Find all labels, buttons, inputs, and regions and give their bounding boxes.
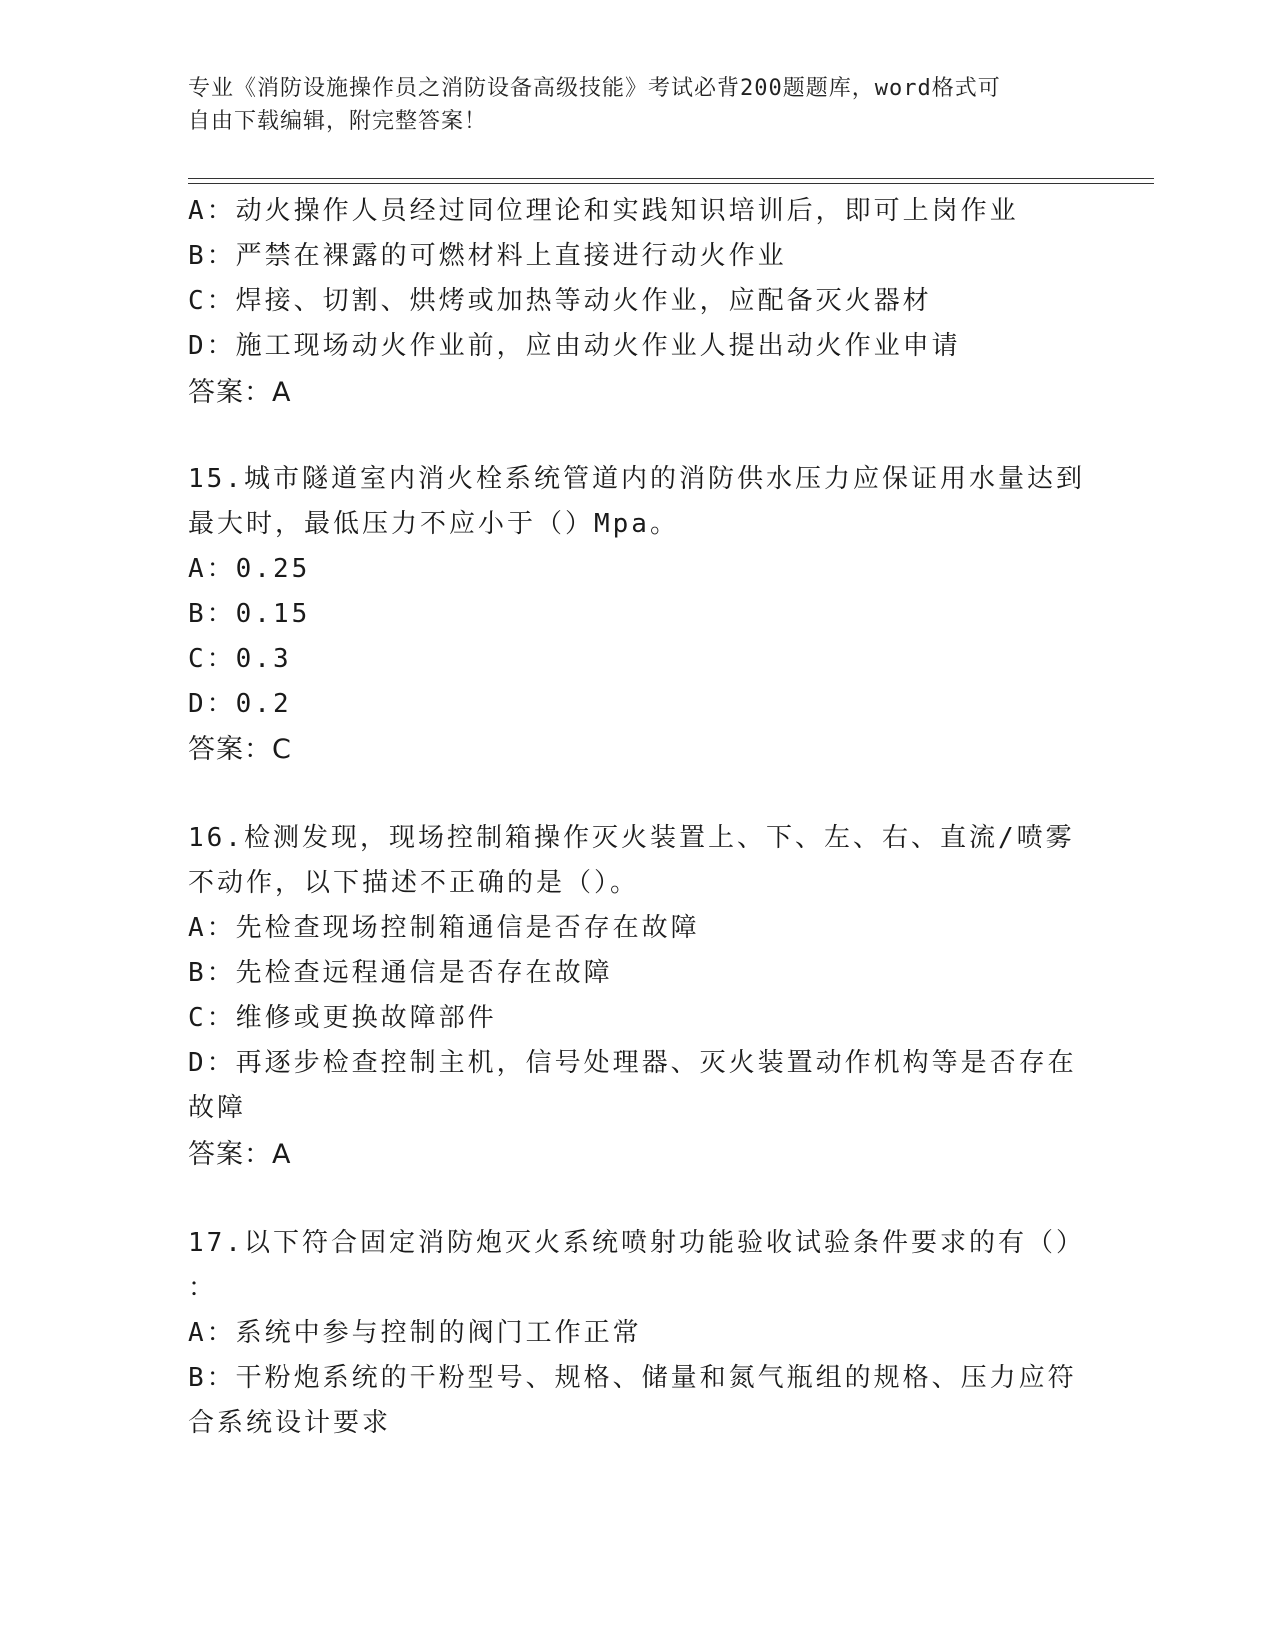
q14-option-a: A：动火操作人员经过同位理论和实践知识培训后，即可上岗作业 <box>188 196 1019 226</box>
q17-option-b-line-1: B：干粉炮系统的干粉型号、规格、储量和氮气瓶组的规格、压力应符 <box>188 1363 1077 1393</box>
q15-option-b: B：0.15 <box>188 599 311 629</box>
q16-stem-line-2: 不动作，以下描述不正确的是（）。 <box>188 868 640 898</box>
q16-option-d-line-2: 故障 <box>188 1093 247 1123</box>
q15-option-d: D：0.2 <box>188 689 292 719</box>
q17-stem-line-2: ： <box>188 1273 218 1303</box>
header-line-1: 专业《消防设施操作员之消防设备高级技能》考试必背200题题库，word格式可 <box>188 76 1001 101</box>
q17-option-b-line-2: 合系统设计要求 <box>188 1408 392 1438</box>
q16-option-d-line-1: D：再逐步检查控制主机，信号处理器、灭火装置动作机构等是否存在 <box>188 1048 1077 1078</box>
q16-option-c: C：维修或更换故障部件 <box>188 1003 497 1033</box>
q17-stem-line-1: 17.以下符合固定消防炮灭火系统喷射功能验收试验条件要求的有（） <box>188 1228 1085 1258</box>
q14-answer: 答案：A <box>188 377 292 408</box>
q16-option-a: A：先检查现场控制箱通信是否存在故障 <box>188 913 700 943</box>
header-divider-top <box>188 178 1154 179</box>
q16-stem-line-1: 16.检测发现，现场控制箱操作灭火装置上、下、左、右、直流/喷雾 <box>188 823 1075 853</box>
document-header <box>188 72 1068 138</box>
q15-stem-line-2: 最大时，最低压力不应小于（）Mpa。 <box>188 509 679 539</box>
q15-stem-line-1: 15.城市隧道室内消火栓系统管道内的消防供水压力应保证用水量达到 <box>188 464 1085 494</box>
q15-option-c: C：0.3 <box>188 644 292 674</box>
header-line-2: 自由下载编辑，附完整答案！ <box>188 109 488 134</box>
q14-option-b: B：严禁在裸露的可燃材料上直接进行动火作业 <box>188 241 787 271</box>
q17-option-a: A：系统中参与控制的阀门工作正常 <box>188 1318 642 1348</box>
header-divider-bottom <box>188 183 1154 184</box>
q16-answer: 答案：A <box>188 1139 292 1170</box>
q16-option-b: B：先检查远程通信是否存在故障 <box>188 958 613 988</box>
q14-option-d: D：施工现场动火作业前，应由动火作业人提出动火作业申请 <box>188 331 961 361</box>
q15-option-a: A：0.25 <box>188 554 311 584</box>
q15-answer: 答案：C <box>188 734 292 765</box>
q14-option-c: C：焊接、切割、烘烤或加热等动火作业，应配备灭火器材 <box>188 286 932 316</box>
